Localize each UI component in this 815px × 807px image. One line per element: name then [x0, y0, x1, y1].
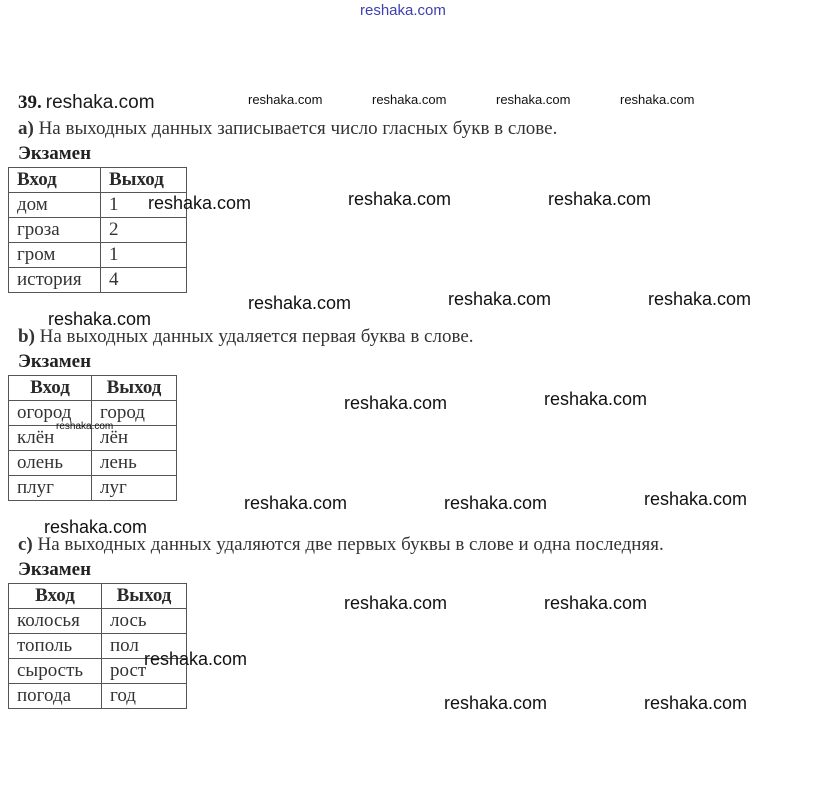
- table-cell-output: 2: [101, 218, 187, 243]
- table-header-input: Вход: [9, 168, 101, 193]
- section-a-text: [18, 118, 557, 140]
- watermark-small: reshaka.com: [496, 92, 571, 107]
- table-row: [9, 218, 187, 243]
- watermark: reshaka.com: [448, 289, 552, 309]
- table-cell-output: лён: [92, 426, 177, 451]
- watermark: reshaka.com: [148, 193, 252, 213]
- watermark: reshaka.com: [444, 693, 548, 713]
- table-header-input: Вход: [9, 376, 92, 401]
- table-row: [9, 476, 177, 501]
- table-cell-input: плуг: [9, 476, 92, 501]
- table-cell-output: пол: [102, 634, 187, 659]
- watermark: reshaka.com: [248, 293, 352, 313]
- section-a-letter: a): [18, 118, 34, 139]
- watermark: reshaka.com: [344, 393, 448, 413]
- table-header-output: Выход: [102, 584, 187, 609]
- watermark: reshaka.com: [244, 493, 348, 513]
- table-cell-output: 1: [101, 193, 187, 218]
- watermark: reshaka.com: [544, 389, 648, 409]
- table-header-input: Вход: [9, 584, 102, 609]
- problem-number: 39.: [18, 92, 42, 113]
- table-cell-output: год: [102, 684, 187, 709]
- table-cell-input: гром: [9, 243, 101, 268]
- table-cell-input: огород: [9, 401, 92, 426]
- watermark-small: reshaka.com: [248, 92, 323, 107]
- table-cell-output: лось: [102, 609, 187, 634]
- table-cell-input: погода: [9, 684, 102, 709]
- section-b-text: [18, 326, 474, 348]
- watermark: reshaka.com: [648, 289, 752, 309]
- section-a-description: На выходных данных записывается число гласных букв в слове.: [38, 118, 558, 139]
- watermark: reshaka.com: [444, 493, 548, 513]
- section-b-letter: b): [18, 326, 35, 347]
- watermark-tiny: reshaka.com: [56, 421, 114, 432]
- table-cell-output: город: [92, 401, 177, 426]
- table-cell-input: сырость: [9, 659, 102, 684]
- watermark-top: reshaka.com: [360, 2, 446, 19]
- watermark: reshaka.com: [644, 489, 748, 509]
- section-c-exam-label: Экзамен: [18, 559, 92, 580]
- table-header-output: Выход: [101, 168, 187, 193]
- watermark: reshaka.com: [344, 593, 448, 613]
- table-cell-input: гроза: [9, 218, 101, 243]
- table-cell-input: тополь: [9, 634, 102, 659]
- table-row: [9, 243, 187, 268]
- problem-title: [18, 92, 155, 114]
- section-b-exam-label: Экзамен: [18, 351, 92, 372]
- section-c-letter: c): [18, 534, 33, 555]
- section-b-table: [8, 375, 177, 501]
- table-row: [9, 451, 177, 476]
- table-header-row: [9, 376, 177, 401]
- table-cell-input: олень: [9, 451, 92, 476]
- table-cell-input: колосья: [9, 609, 102, 634]
- watermark: reshaka.com: [348, 189, 452, 209]
- table-cell-output: лень: [92, 451, 177, 476]
- table-cell-output: рост: [102, 659, 187, 684]
- section-c-text: [18, 534, 664, 556]
- table-cell-output: луг: [92, 476, 177, 501]
- section-b-description: На выходных данных удаляется первая буква в слове.: [39, 326, 474, 347]
- section-a-exam-label: Экзамен: [18, 143, 92, 164]
- table-cell-input: клён: [9, 426, 92, 451]
- watermark: reshaka.com: [644, 693, 748, 713]
- table-cell-input: дом: [9, 193, 101, 218]
- table-cell-input: история: [9, 268, 101, 293]
- watermark: reshaka.com: [144, 649, 248, 669]
- watermark: reshaka.com: [44, 517, 148, 537]
- table-header-row: [9, 168, 187, 193]
- table-row: [9, 684, 187, 709]
- section-c-description: На выходных данных удаляются две первых буквы в слове и одна последняя.: [37, 534, 664, 555]
- watermark: reshaka.com: [48, 309, 152, 329]
- watermark-small: reshaka.com: [620, 92, 695, 107]
- section-c-table: [8, 583, 187, 709]
- table-cell-output: 4: [101, 268, 187, 293]
- table-header-row: [9, 584, 187, 609]
- section-a-table: [8, 167, 187, 293]
- problem-site: reshaka.com: [45, 92, 155, 113]
- table-row: [9, 268, 187, 293]
- table-cell-output: 1: [101, 243, 187, 268]
- watermark: reshaka.com: [548, 189, 652, 209]
- table-header-output: Выход: [92, 376, 177, 401]
- watermark: reshaka.com: [544, 593, 648, 613]
- table-row: [9, 609, 187, 634]
- watermark-small: reshaka.com: [372, 92, 447, 107]
